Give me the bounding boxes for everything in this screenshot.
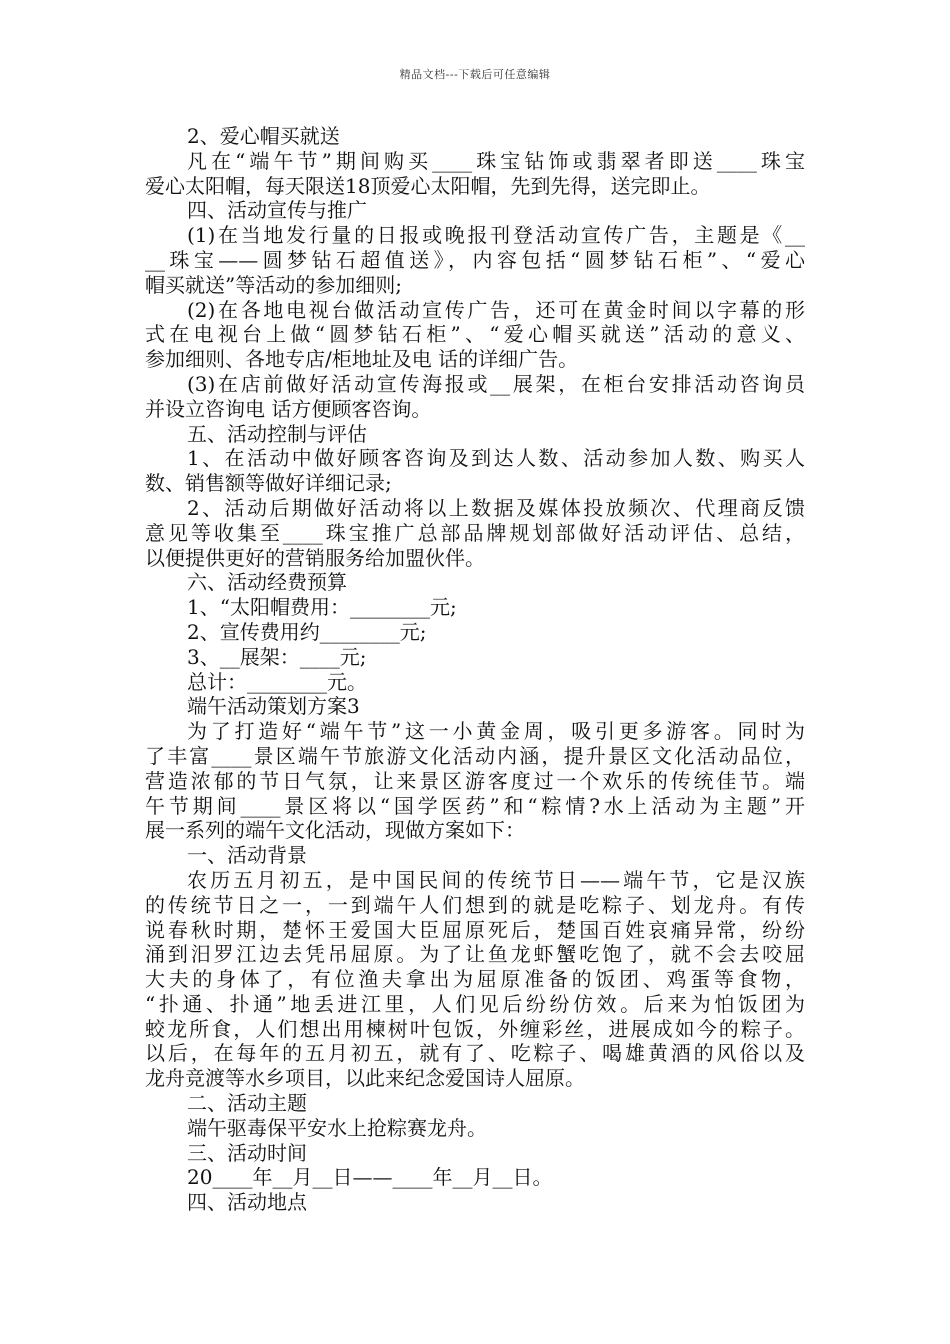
text-line: 六、活动经费预算 [187,570,347,595]
text-line: 参加细则、各地专店/柜地址及电 话的详细广告。 [145,347,579,372]
text-line: 式在电视台上做“圆梦钻石柜”、“爱心帽买就送”活动的意义、 [145,322,805,347]
text-line: 农历五月初五，是中国民间的传统节日——端午节，它是汉族 [187,867,805,892]
text-line: 帽买就送”等活动的参加细则; [145,272,402,297]
text-line: 了丰富____景区端午节旅游文化活动内涵，提升景区文化活动品位， [145,743,805,768]
text-line: 一、活动背景 [187,843,307,868]
text-line: 爱心太阳帽，每天限送18顶爱心太阳帽，先到先得，送完即止。 [145,173,711,198]
text-line: 以便提供更好的营销服务给加盟伙伴。 [145,545,485,570]
text-line: 二、活动主题 [187,1091,307,1116]
text-line: (3)在店前做好活动宣传海报或__展架，在柜台安排活动咨询员 [187,371,805,396]
text-line: __珠宝——圆梦钻石超值送》，内容包括“圆梦钻石柜”、“爱心 [145,247,805,272]
text-line: 2、宣传费用约________元; [187,619,427,644]
text-line: 四、活动宣传与推广 [187,198,367,223]
text-line: 说春秋时期，楚怀王爱国大臣屈原死后，楚国百姓哀痛异常，纷纷 [145,917,805,942]
text-line: 凡在“端午节”期间购买____珠宝钻饰或翡翠者即送____珠宝 [187,148,805,173]
page-header: 精品文档---下载后可任意编辑 [399,68,551,81]
text-line: 龙舟竞渡等水乡项目，以此来纪念爱国诗人屈原。 [145,1066,585,1091]
text-line: 数、销售额等做好详细记录; [145,471,392,496]
text-line: 并设立咨询电 话方便顾客咨询。 [145,396,432,421]
text-line: 展一系列的端午文化活动，现做方案如下： [145,818,525,843]
text-line: (2)在各地电视台做活动宣传广告，还可在黄金时间以字幕的形 [187,297,805,322]
text-line: 午节期间____景区将以“国学医药”和“粽情?水上活动为主题”开 [145,793,805,818]
text-line: 意见等收集至____珠宝推广总部品牌规划部做好活动评估、总结， [145,520,805,545]
text-line: 四、活动地点 [187,1190,307,1215]
text-line: 的传统节日之一，一到端午人们想到的就是吃粽子、划龙舟。有传 [145,892,805,917]
text-line: “扑通、扑通”地丢进江里，人们见后纷纷仿效。后来为怕饭团为 [145,991,805,1016]
text-line: 总计：________元。 [187,669,367,694]
text-line: 20____年__月__日——____年__月__日。 [187,1165,553,1190]
text-line: 三、活动时间 [187,1140,307,1165]
document-body [145,124,805,1215]
text-line: 以后，在每年的五月初五，就有了、吃粽子、喝雄黄酒的风俗以及 [145,1041,805,1066]
text-line: 五、活动控制与评估 [187,421,367,446]
text-line: (1)在当地发行量的日报或晚报刊登活动宣传广告，主题是《__ [187,223,805,248]
text-line: 涌到汨罗江边去凭吊屈原。为了让鱼龙虾蟹吃饱了，就不会去咬屈 [145,942,805,967]
text-line: 3、__展架：____元; [187,644,367,669]
text-line: 1、在活动中做好顾客咨询及到达人数、活动参加人数、购买人 [187,446,805,471]
text-line: 1、“太阳帽费用：________元; [187,595,457,620]
text-line: 蛟龙所食，人们想出用楝树叶包饭，外缠彩丝，进展成如今的粽子。 [145,1016,805,1041]
text-line: 营造浓郁的节日气氛，让来景区游客度过一个欢乐的传统佳节。端 [145,768,805,793]
text-line: 2、爱心帽买就送 [187,124,340,148]
text-line: 2、活动后期做好活动将以上数据及媒体投放频次、代理商反馈 [187,495,805,520]
text-line: 端午活动策划方案3 [187,694,360,719]
text-line: 大夫的身体了，有位渔夫拿出为屈原准备的饭团、鸡蛋等食物， [145,967,805,992]
text-line: 为了打造好“端午节”这一小黄金周，吸引更多游客。同时为 [187,719,805,744]
text-line: 端午驱毒保平安水上抢粽赛龙舟。 [187,1115,487,1140]
